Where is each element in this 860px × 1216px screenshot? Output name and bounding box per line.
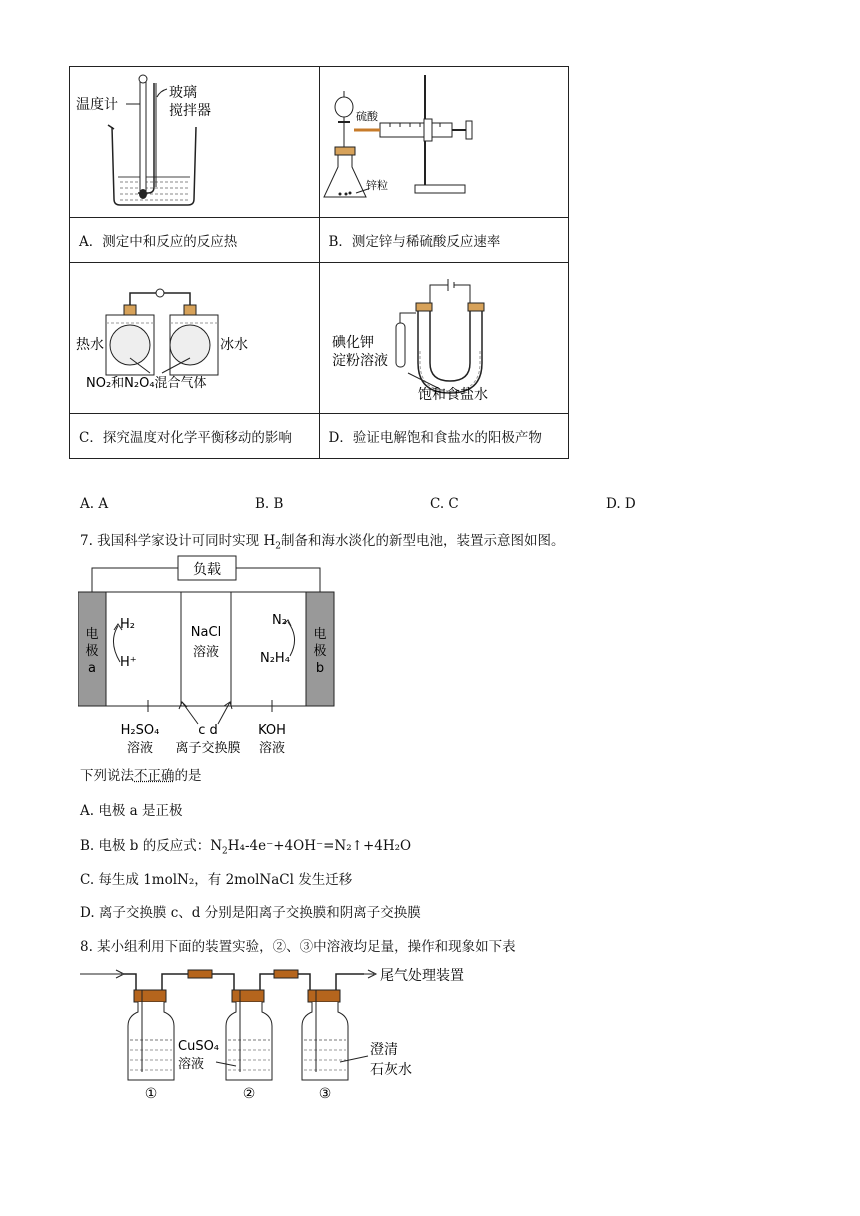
svg-text:溶液: 溶液 — [258, 741, 286, 756]
q6-option-b: B. B — [255, 496, 284, 512]
svg-text:③: ③ — [318, 1086, 332, 1102]
svg-text:电: 电 — [313, 627, 327, 642]
svg-text:离子交换膜: 离子交换膜 — [175, 741, 241, 756]
svg-text:H₂SO₄: H₂SO₄ — [120, 723, 160, 738]
q6-option-c: C. C — [430, 496, 459, 512]
equilibrium-diagram — [70, 263, 318, 409]
q6-option-d: D. D — [606, 496, 636, 512]
battery-diagram — [78, 552, 378, 762]
caption-a: A．测定中和反应的反应热 — [70, 218, 320, 263]
limewater-label: 澄清 — [370, 1042, 398, 1058]
stirrer-label-1: 玻璃 — [169, 85, 197, 101]
electrolysis-diagram — [320, 263, 568, 409]
q6-option-a: A. A — [80, 496, 109, 512]
experiment-table — [69, 66, 569, 459]
cell-a-image — [70, 67, 320, 218]
svg-text:极: 极 — [85, 644, 99, 659]
svg-text:NaCl: NaCl — [190, 625, 222, 640]
svg-text:石灰水: 石灰水 — [370, 1062, 412, 1078]
svg-text:b: b — [315, 661, 325, 676]
svg-text:溶液: 溶液 — [192, 645, 220, 660]
sulfuric-label: 硫酸 — [355, 110, 378, 123]
hot-water-label: 热水 — [76, 337, 104, 353]
svg-text:N₂H₄: N₂H₄ — [260, 651, 290, 666]
reaction-rate-diagram — [320, 67, 568, 213]
cell-c-image — [70, 263, 320, 414]
svg-text:极: 极 — [313, 644, 327, 659]
svg-text:①: ① — [144, 1086, 158, 1102]
svg-text:电: 电 — [85, 627, 99, 642]
svg-text:H⁺: H⁺ — [120, 655, 137, 670]
brine-label: 饱和食盐水 — [417, 387, 488, 403]
ki-label-2: 淀粉溶液 — [331, 353, 388, 369]
ki-label-1: 碘化钾 — [331, 335, 374, 351]
gas-washing-diagram — [78, 962, 498, 1102]
svg-text:溶液: 溶液 — [178, 1057, 205, 1072]
caption-d: D．验证电解饱和食盐水的阳极产物 — [319, 414, 569, 459]
caption-c: C．探究温度对化学平衡移动的影响 — [70, 414, 320, 459]
svg-text:H₂: H₂ — [120, 617, 135, 632]
ice-water-label: 冰水 — [220, 337, 248, 353]
calorimeter-diagram — [70, 67, 318, 213]
q7-stem: 7. 我国科学家设计可同时实现 $H_2$制备和海水淡化的新型电池，装置示意图如图。 — [80, 533, 565, 552]
zinc-label: 锌粒 — [365, 179, 388, 192]
q7-option-a: A. 电极 a 是正极 — [80, 803, 183, 819]
q7-option-b: B. 电极 b 的反应式：$N_2H_4-4e^-+4OH^-=N_2↑+4H_2O$ — [80, 838, 412, 857]
tail-gas-label: 尾气处理装置 — [380, 968, 464, 984]
svg-text:KOH: KOH — [258, 723, 286, 738]
q7-option-c: C. 每生成 1molN₂，有 2molNaCl 发生迁移 — [80, 872, 353, 888]
caption-b: B．测定锌与稀硫酸反应速率 — [319, 218, 569, 263]
svg-text:N₂: N₂ — [272, 613, 287, 628]
svg-text:c d: c d — [198, 723, 218, 738]
svg-text:溶液: 溶液 — [126, 741, 154, 756]
gas-mix-label: NO₂和N₂O₄混合气体 — [86, 376, 207, 391]
cuso4-label: CuSO₄ — [178, 1039, 220, 1054]
thermometer-label: 温度计 — [76, 97, 118, 113]
q8-stem: 8. 某小组利用下面的装置实验，②、③中溶液均足量，操作和现象如下表 — [80, 939, 516, 955]
cell-d-image — [319, 263, 569, 414]
svg-text:a: a — [88, 661, 96, 676]
q7-question: 下列说法不正确的是 — [80, 768, 202, 784]
cell-b-image — [319, 67, 569, 218]
q7-option-d: D. 离子交换膜 c、d 分别是阳离子交换膜和阴离子交换膜 — [80, 905, 421, 921]
load-label: 负载 — [193, 562, 221, 578]
stirrer-label-2: 搅拌器 — [169, 103, 211, 119]
svg-text:②: ② — [242, 1086, 256, 1102]
